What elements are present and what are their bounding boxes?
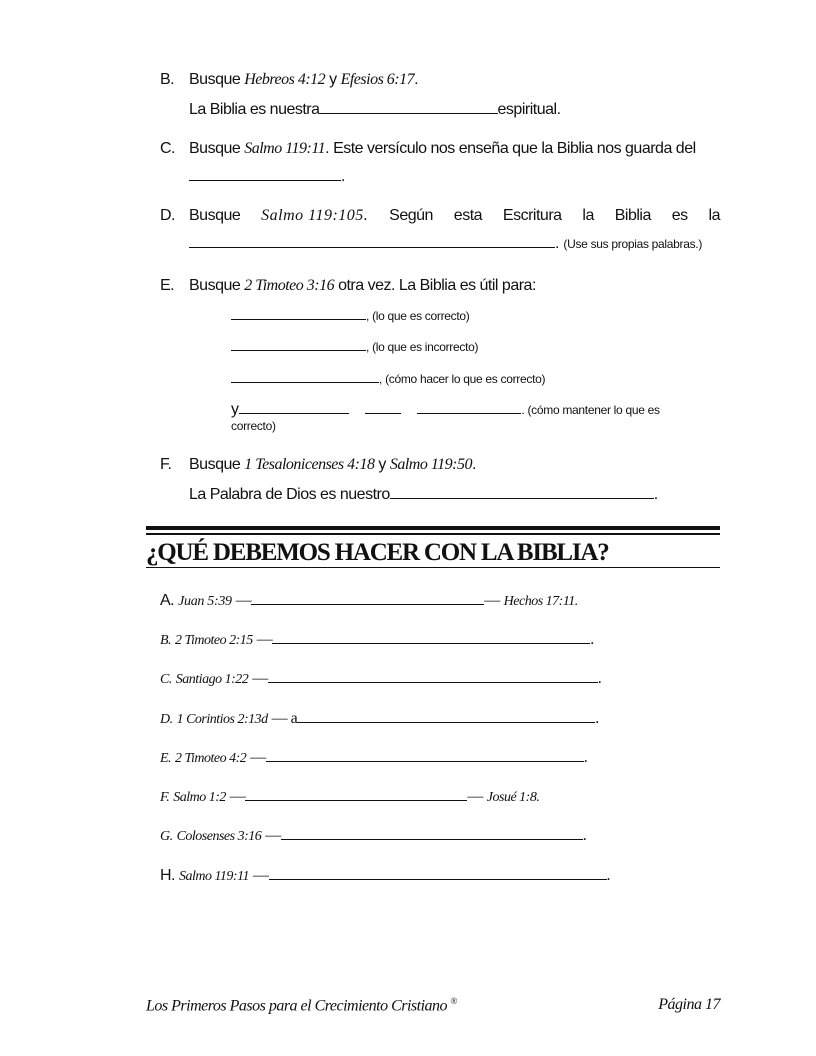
item-c-text: . Este versículo nos enseña que la Biblia nos guarda del [325, 140, 696, 157]
item-f-line2 [189, 484, 658, 504]
blank-list-h[interactable] [269, 865, 607, 880]
blank-list-d[interactable] [297, 708, 595, 723]
heading-rule-top [146, 526, 720, 530]
period: . [595, 710, 599, 727]
note-text: , (lo que es incorrecto) [366, 340, 479, 354]
blank-list-f[interactable] [245, 786, 467, 801]
heading-underline [146, 567, 720, 568]
dash: — [250, 749, 266, 766]
item-c-line2 [189, 166, 345, 186]
item-e-sub4 [231, 399, 660, 419]
ref-salmo-119-50: Salmo 119:50 [389, 456, 472, 473]
item-e-sub2 [231, 336, 478, 356]
period: . [583, 749, 588, 766]
item-f-letter: F. [160, 456, 172, 473]
word: la [708, 207, 720, 224]
ref-tesalonicenses: 1 Tesalonicenses 4:18 [244, 456, 375, 473]
item-d-letter: D. [160, 207, 175, 224]
item-e-sub1 [231, 305, 469, 325]
dash: — a [271, 710, 298, 727]
dash: — [256, 631, 273, 648]
ref-hebreos: Hebreos 4:12 [244, 71, 326, 88]
word: la [582, 207, 594, 224]
item-d-line2 [189, 233, 702, 253]
conj-y: y [231, 401, 239, 418]
item-b-line1 [189, 71, 418, 89]
blank-e4b[interactable] [365, 399, 401, 414]
ref-juan: Juan 5:39 [178, 594, 232, 609]
busque-label: Busque [189, 207, 241, 224]
dash: — [484, 592, 500, 609]
item-e-line1 [189, 277, 536, 295]
period: . [590, 631, 594, 648]
note-text: (Use sus propias palabras.) [563, 237, 703, 251]
dash: — [229, 788, 246, 805]
period: . [472, 456, 476, 473]
period: . [653, 486, 658, 503]
registered-mark: ® [450, 996, 457, 1006]
list-letter: H. [160, 867, 175, 884]
item-b-line2 [189, 99, 561, 119]
dash: — [467, 788, 483, 805]
ref-salmo-119-11: Salmo 119:11 [178, 869, 250, 884]
ref-2-timoteo-4-2: 2 Timoteo 4:2 [175, 751, 247, 766]
list-item-f [160, 786, 539, 806]
blank-e4c[interactable] [417, 399, 521, 414]
list-item-d [160, 708, 599, 728]
ref-corintios: 1 Corintios 2:13d [176, 712, 268, 727]
note-text-cont: correcto) [231, 419, 276, 433]
item-e-letter: E. [160, 277, 175, 294]
section-heading: ¿QUÉ DEBEMOS HACER CON LA BIBLIA? [146, 539, 609, 566]
conj-y: y [329, 71, 337, 88]
note-text: . (cómo mantener lo que es [521, 403, 660, 417]
blank-list-b[interactable] [272, 629, 590, 644]
period: . [414, 71, 419, 88]
item-c-line1 [189, 140, 696, 158]
ref-salmo-119-105: Salmo 119:105. [261, 207, 369, 224]
period: . [555, 235, 559, 252]
list-letter: D. [160, 712, 173, 727]
busque-label: Busque [189, 140, 241, 157]
blank-list-a[interactable] [251, 590, 484, 605]
list-item-h [160, 865, 610, 885]
ref-salmo-119-11: Salmo 119:11 [244, 140, 326, 157]
word: Biblia [614, 207, 651, 224]
busque-label: Busque [189, 71, 241, 88]
list-letter: A. [160, 592, 175, 609]
list-letter: G. [160, 829, 173, 844]
list-item-c [160, 668, 601, 688]
item-c-letter: C. [160, 140, 175, 157]
conj-y: y [378, 456, 386, 473]
blank-e2[interactable] [231, 336, 366, 351]
period: . [341, 168, 345, 185]
blank-f[interactable] [390, 484, 654, 499]
item-e-text: otra vez. La Biblia es útil para: [338, 277, 536, 294]
ref-colosenses: Colosenses 3:16 [176, 829, 262, 844]
period: . [582, 827, 587, 844]
ref-hechos: Hechos 17:11. [503, 594, 578, 609]
dash: — [253, 867, 269, 884]
dash: — [235, 592, 252, 609]
item-f-line1 [189, 456, 476, 474]
item-b-letter: B. [160, 71, 175, 88]
palabra-text: La Palabra de Dios es nuestro [189, 486, 390, 503]
heading-rule-bottom [146, 533, 720, 535]
period: . [597, 670, 602, 687]
blank-list-g[interactable] [281, 825, 583, 840]
word: es [671, 207, 688, 224]
ref-2-timoteo: 2 Timoteo 3:16 [244, 277, 335, 294]
dash: — [265, 827, 281, 844]
item-d-line1 [189, 207, 720, 225]
blank-list-e[interactable] [266, 747, 584, 762]
blank-e3[interactable] [231, 368, 379, 383]
footer-title [146, 996, 457, 1015]
list-letter: F. [160, 790, 170, 805]
list-item-a [160, 590, 578, 610]
ref-santiago: Santiago 1:22 [175, 672, 249, 687]
list-letter: E. [160, 751, 172, 766]
blank-e1[interactable] [231, 305, 366, 320]
list-item-e [160, 747, 587, 767]
list-item-g [160, 825, 586, 845]
biblia-nuestra-text: La Biblia es nuestra [189, 101, 320, 118]
blank-d[interactable] [189, 233, 555, 248]
period: . [606, 867, 610, 884]
item-e-sub3 [231, 368, 545, 388]
note-text: , (lo que es correcto) [366, 309, 470, 323]
blank-list-c[interactable] [268, 668, 598, 683]
espiritual-text: espiritual. [497, 101, 561, 118]
ref-salmo-1-2: Salmo 1:2 [173, 790, 226, 805]
blank-b[interactable] [320, 99, 498, 114]
list-letter: B. [160, 633, 172, 648]
page-number: Página 17 [658, 996, 720, 1013]
dash: — [252, 670, 268, 687]
blank-e4a[interactable] [239, 399, 349, 414]
list-letter: C. [160, 672, 172, 687]
busque-label: Busque [189, 456, 241, 473]
busque-label: Busque [189, 277, 241, 294]
word: Escritura [502, 207, 562, 224]
list-item-b [160, 629, 594, 649]
ref-josue: Josué 1:8. [486, 790, 540, 805]
blank-c[interactable] [189, 166, 341, 181]
word: esta [453, 207, 483, 224]
word: Según [389, 207, 433, 224]
footer-book-title: Los Primeros Pasos para el Crecimiento Cristiano [146, 997, 448, 1015]
ref-efesios: Efesios 6:17 [340, 71, 415, 88]
note-text: , (cómo hacer lo que es correcto) [379, 372, 546, 386]
ref-2-timoteo-2-15: 2 Timoteo 2:15 [175, 633, 253, 648]
